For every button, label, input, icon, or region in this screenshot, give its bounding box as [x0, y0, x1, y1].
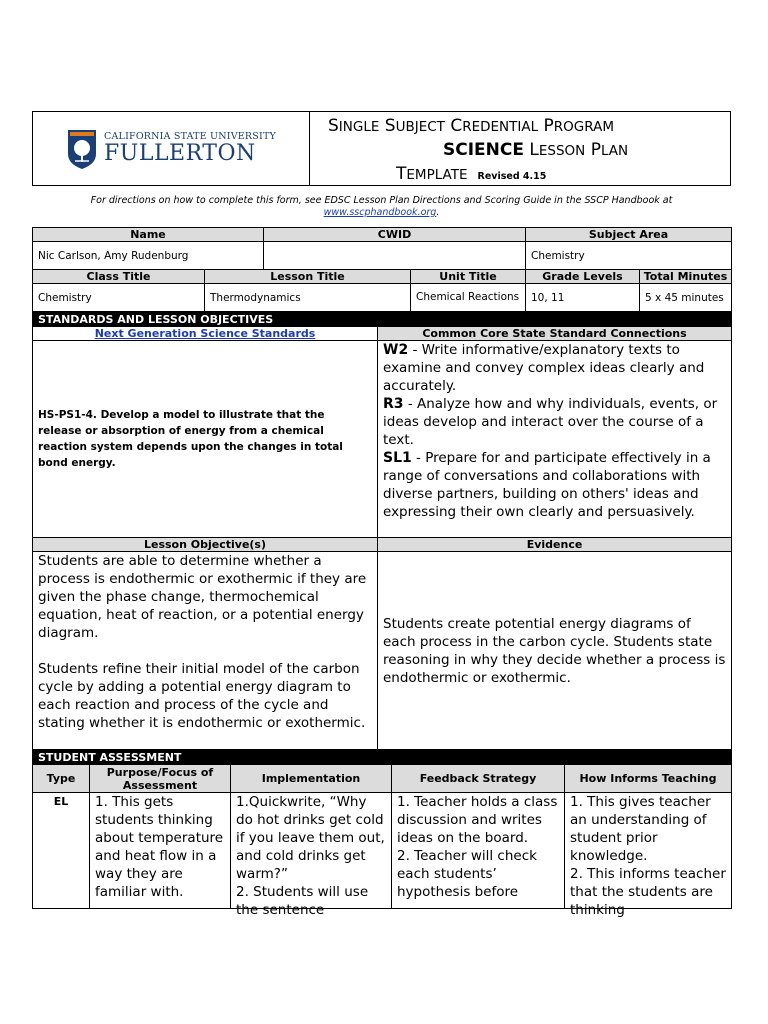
ccss-item: W2 - Write informative/explanatory texts to examine and convey complex ideas clearly and accurately.	[383, 342, 705, 394]
objective-paragraph-1: Students are able to determine whether a process is endothermic or exothermic if they are given the phase change, thermochemical equation, heat of reaction, or a potential energy diagram.	[38, 553, 367, 641]
title-line-2	[328, 139, 730, 163]
subject-header: Subject Area	[526, 228, 732, 242]
name-value: Nic Carlson, Amy Rudenburg	[33, 242, 264, 270]
standards-section-header: STANDARDS AND LESSON OBJECTIVES	[33, 313, 732, 327]
title-word: CREDENTIAL	[450, 116, 539, 136]
ccss-item: SL1 - Prepare for and participate effectively in a range of conversations and collaborations with diverse partners, building on others' ideas and expressing their own clearly and persuasively.	[383, 450, 711, 520]
ccss-standards	[378, 341, 732, 538]
objective-text	[33, 552, 378, 750]
ccss-item: R3 - Analyze how and why individuals, events, or ideas develop and interact over the course of a text.	[383, 396, 718, 448]
csuf-logo	[66, 128, 276, 170]
class-title-value: Chemistry	[33, 284, 205, 312]
lesson-plan-page	[32, 111, 731, 918]
implementation-header: Implementation	[231, 765, 392, 793]
logo-university: CALIFORNIA STATE UNIVERSITY	[104, 131, 276, 142]
logo-campus: FULLERTON	[104, 141, 256, 166]
ngss-link[interactable]: Next Generation Science Standards	[94, 327, 316, 340]
directions: For directions on how to complete this form, see EDSC Lesson Plan Directions and Scoring Guide in the SSCP Handbook at www.sscphandbook.org.	[90, 195, 673, 218]
logo-cell	[33, 112, 310, 185]
title-word: PLAN	[590, 140, 629, 160]
title-science: SCIENCE	[443, 140, 524, 160]
ngss-standard: HS-PS1-4. Develop a model to illustrate that the release or absorption of energy from a chemical reaction system depends upon the changes in total bond energy.	[33, 341, 378, 538]
title-line-3	[328, 163, 730, 188]
assessment-table	[32, 750, 732, 918]
total-minutes-value: 5 x 45 minutes	[640, 284, 732, 312]
title-line-1	[328, 115, 730, 139]
lesson-title-value: Thermodynamics	[205, 284, 411, 312]
header	[32, 111, 731, 186]
assessment-implementation: 1.Quickwrite, “Why do hot drinks get cold if you leave them out, and cold drinks get warm?” 2. Students will use the sentence	[231, 793, 392, 909]
evidence-header: Evidence	[378, 538, 732, 552]
grade-levels-value: 10, 11	[526, 284, 640, 312]
name-header: Name	[33, 228, 264, 242]
title-word: SUBJECT	[384, 116, 445, 136]
objective-paragraph-2: Students refine their initial model of the carbon cycle by adding a potential energy diagram to each reaction and process of the cycle and stating whether it is endothermic or exothermic.	[38, 661, 366, 731]
assessment-informs: 1. This gives teacher an understanding of student prior knowledge. 2. This informs teacher that the students are thinking	[565, 793, 732, 909]
handbook-link[interactable]: www.sscphandbook.org	[323, 207, 437, 218]
informs-header: How Informs Teaching	[565, 765, 732, 793]
feedback-header: Feedback Strategy	[392, 765, 565, 793]
ngss-header	[33, 327, 378, 341]
cwid-header: CWID	[264, 228, 526, 242]
cwid-value	[264, 242, 526, 270]
tree-seal-icon	[66, 128, 98, 170]
form-title	[310, 112, 730, 185]
unit-title-header: Unit Title	[411, 270, 526, 284]
assessment-type: EL	[33, 793, 90, 909]
assessment-purpose: 1. This gets students thinking about temperature and heat flow in a way they are familiar with.	[90, 793, 231, 909]
directions-text: For directions on how to complete this form, see EDSC Lesson Plan Directions and Scoring Guide in the SSCP Handbook at	[90, 195, 673, 206]
purpose-header: Purpose/Focus of Assessment	[90, 765, 231, 793]
unit-title-value: Chemical Reactions	[411, 284, 526, 312]
ccss-header: Common Core State Standard Connections	[378, 327, 732, 341]
title-word: PROGRAM	[543, 116, 614, 136]
type-header: Type	[33, 765, 90, 793]
lesson-title-header: Lesson Title	[205, 270, 411, 284]
objective-header: Lesson Objective(s)	[33, 538, 378, 552]
title-word: SINGLE	[328, 116, 380, 136]
evidence-text: Students create potential energy diagrams of each process in the carbon cycle. Students state reasoning in why they decide whether a process is endothermic or exothermic.	[378, 552, 732, 750]
standards-table	[32, 312, 732, 750]
total-minutes-header: Total Minutes	[640, 270, 732, 284]
info-table	[32, 227, 732, 312]
grade-levels-header: Grade Levels	[526, 270, 640, 284]
assessment-feedback: 1. Teacher holds a class discussion and writes ideas on the board. 2. Teacher will check each students’ hypothesis before	[392, 793, 565, 909]
assessment-section-header: STUDENT ASSESSMENT	[33, 751, 732, 765]
title-word: TEMPLATE	[396, 164, 468, 184]
subject-value: Chemistry	[526, 242, 732, 270]
title-word: LESSON	[529, 140, 586, 160]
revised-label: Revised 4.15	[477, 171, 547, 182]
class-title-header: Class Title	[33, 270, 205, 284]
